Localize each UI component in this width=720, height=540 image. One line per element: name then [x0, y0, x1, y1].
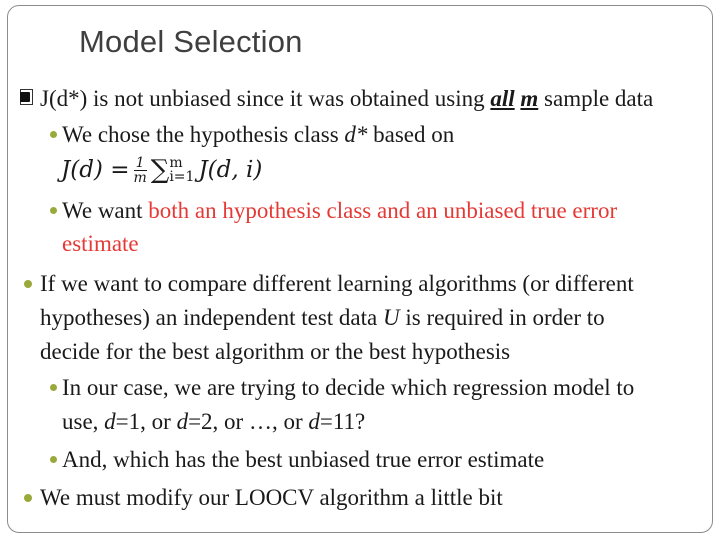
- line1-m: m: [520, 86, 539, 111]
- slide-title: Model Selection: [79, 24, 303, 59]
- formula-fraction: [133, 156, 146, 185]
- sum-upper: m: [169, 155, 183, 171]
- sub1-line1: In our case, we are trying to decide which regression model to: [62, 375, 635, 400]
- bullet-icon: [50, 456, 57, 463]
- formula-sum: [151, 155, 199, 185]
- loocv-formula: [61, 155, 262, 185]
- sub2-line: And, which has the best unbiased true error estimate: [62, 447, 545, 472]
- formula-den: m: [133, 169, 147, 186]
- line1-post: sample data: [538, 86, 654, 111]
- line3-red2: estimate: [62, 231, 139, 256]
- para1-line2: hypotheses) an independent test data U is required in order to: [40, 305, 605, 330]
- bullet-icon: [50, 207, 57, 214]
- sum-limits: [169, 156, 194, 184]
- line-we-want: [62, 197, 617, 225]
- line1-text: J(d*) is not unbiased since it was obtained using: [40, 86, 491, 111]
- para1-line3: decide for the best algorithm or the best hypothesis: [40, 339, 511, 364]
- line2-d: d*: [344, 122, 368, 147]
- bullet-icon: [24, 280, 32, 288]
- line2-post: based on: [367, 122, 455, 147]
- sub1-line2: use, d=1, or d=2, or …, or d=11?: [62, 409, 366, 434]
- formula-num: 1: [135, 154, 145, 171]
- bullet-icon: [50, 131, 57, 138]
- line1-all: all: [490, 86, 515, 111]
- line2-pre: We chose the hypothesis class: [62, 122, 345, 147]
- bullet-icon: [24, 494, 32, 502]
- line-hypothesis-class: [62, 121, 454, 149]
- missing-glyph-icon: [20, 89, 33, 105]
- sigma-symbol: ∑: [150, 155, 170, 185]
- line3-red1: both an hypothesis class and an unbiased true error: [148, 198, 618, 223]
- line3-pre: We want: [62, 198, 149, 223]
- line-biased-statement: [40, 85, 653, 113]
- formula-lhs: J(d) =: [61, 157, 130, 183]
- para1-line1: If we want to compare different learning algorithms (or different: [40, 271, 634, 296]
- formula-rhs: J(d, i): [198, 157, 263, 183]
- last-line: We must modify our LOOCV algorithm a little bit: [40, 485, 503, 510]
- bullet-icon: [50, 384, 57, 391]
- sum-lower: i=1: [169, 169, 195, 185]
